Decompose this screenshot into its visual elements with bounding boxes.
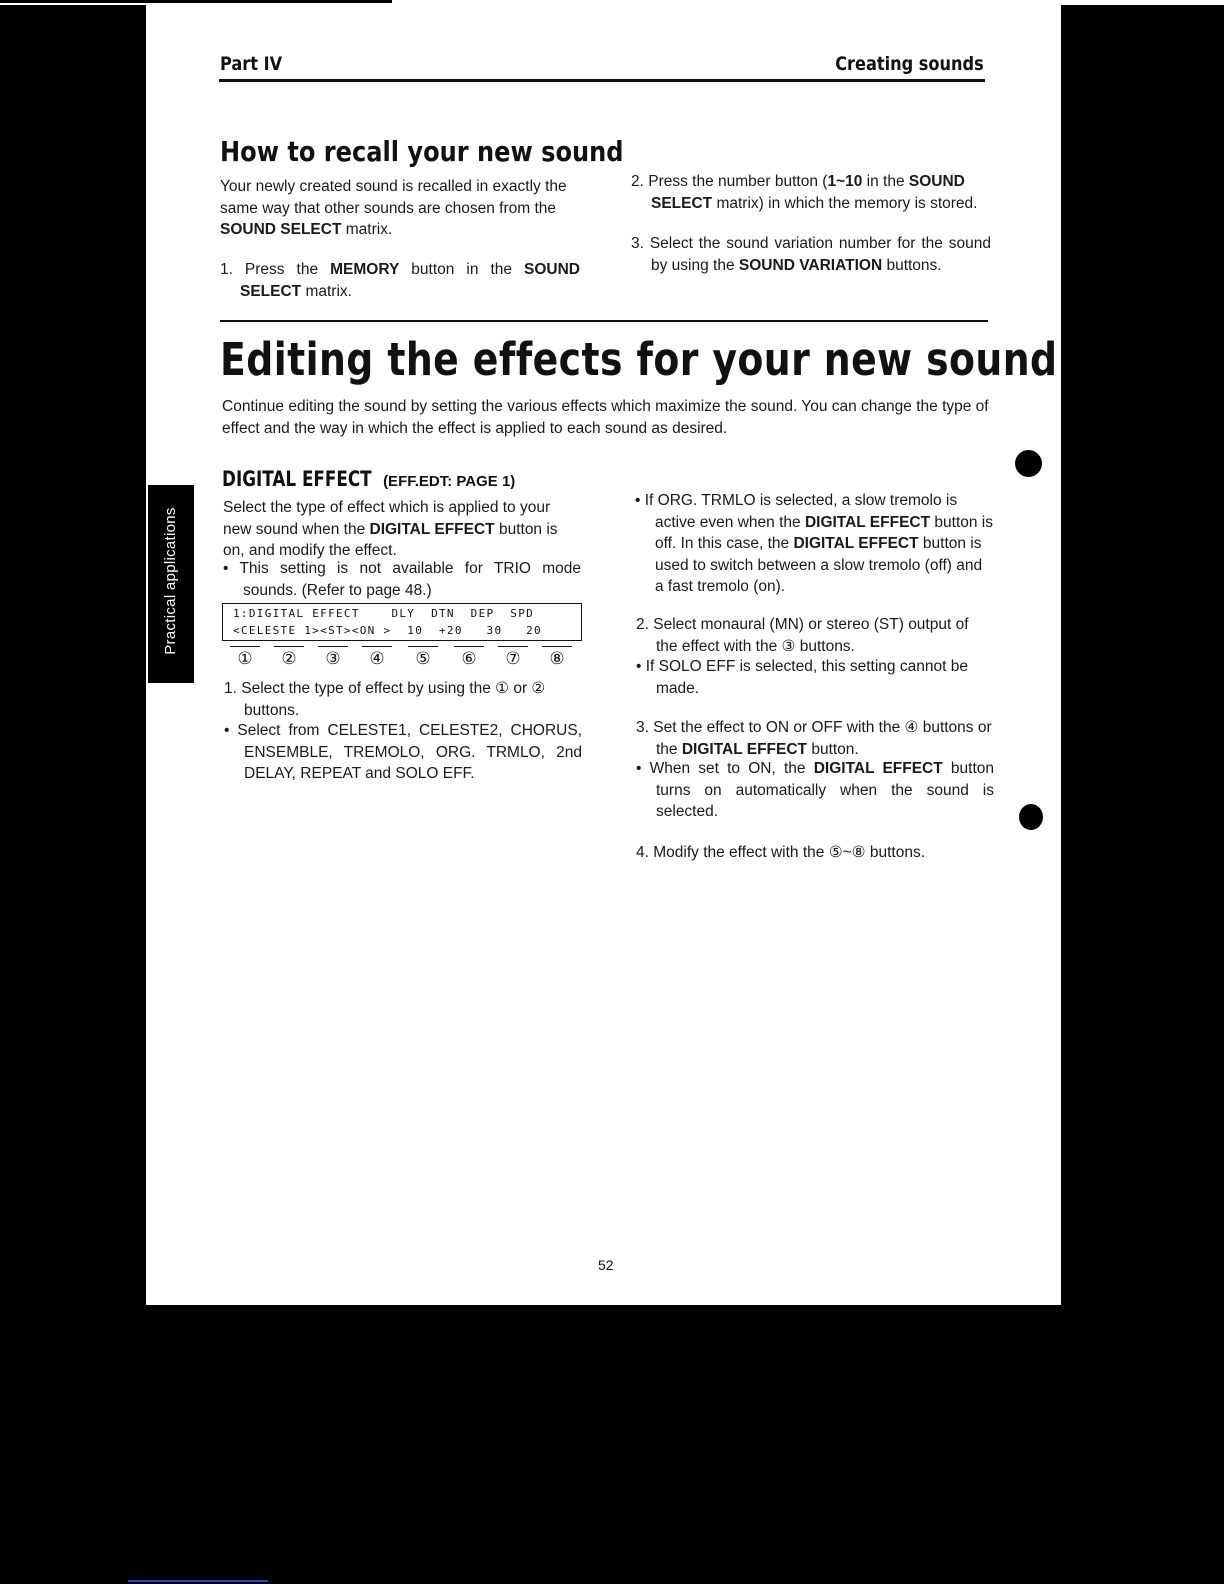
recall-step-2: 2. Press the number button (1~10 in the SOUND SELECT matrix) in which the memory is stored. — [631, 173, 978, 212]
effect-step-2: 2. Select monaural (MN) or stereo (ST) output of the effect with the ③ buttons. — [636, 616, 969, 655]
effects-heading: Editing the effects for your new sound — [220, 333, 1058, 386]
recall-step-3: 3. Select the sound variation number for the sound by using the SOUND VARIATION buttons. — [631, 235, 991, 274]
knob-7-label: ⑦ — [498, 646, 528, 670]
recall-intro: Your newly created sound is recalled in exactly the same way that other sounds are chosen from the SOUND SELECT matrix. — [220, 178, 567, 238]
page-number: 52 — [598, 1257, 614, 1273]
header-rule — [219, 79, 985, 82]
knob-2-label: ② — [274, 646, 304, 670]
bullet-solo: • If SOLO EFF is selected, this setting cannot be made. — [636, 658, 968, 697]
digital-effect-heading: DIGITAL EFFECT (EFF.EDT: PAGE 1) — [222, 467, 516, 491]
knob-6-label: ⑥ — [454, 646, 484, 670]
effect-step-4: 4. Modify the effect with the ⑤~⑧ buttons. — [636, 844, 926, 861]
registration-dot — [1019, 804, 1043, 830]
side-tab-label: Practical applications — [162, 507, 179, 655]
bullet-trio: • This setting is not available for TRIO mode sounds. (Refer to page 48.) — [223, 560, 581, 599]
knob-3-label: ③ — [318, 646, 348, 670]
knob-5-label: ⑤ — [408, 646, 438, 670]
header-section: Creating sounds — [835, 53, 984, 75]
effect-step-3: 3. Set the effect to ON or OFF with the ④ buttons or the DIGITAL EFFECT button. — [636, 719, 992, 758]
bullet-on: • When set to ON, the DIGITAL EFFECT button turns on automatically when the sound is selected. — [636, 760, 994, 820]
effects-intro: Continue editing the sound by setting the various effects which maximize the sound. You can change the type of effect and the way in which the effect is applied to each sound as desired. — [222, 398, 989, 437]
digital-effect-intro: Select the type of effect which is applied to your new sound when the DIGITAL EFFECT button is on, and modify the effect. — [223, 499, 558, 559]
bullet-org-trmlo: • If ORG. TRMLO is selected, a slow tremolo is active even when the DIGITAL EFFECT button is off. In this case, the DIGITAL EFFECT button is used to switch between a slow tremolo (off) and a fast tremolo (on). — [635, 492, 993, 595]
lcd-row-2: <CELESTE 1><ST><ON > 10 +20 30 20 — [233, 624, 542, 637]
knob-labels — [230, 646, 575, 670]
recall-step-1: 1. Press the MEMORY button in the SOUND SELECT matrix. — [220, 261, 580, 300]
header-part: Part IV — [220, 53, 283, 75]
effect-step-1: 1. Select the type of effect by using the ① or ② buttons. — [224, 680, 546, 719]
knob-1-label: ① — [230, 646, 260, 670]
lcd-row-1: 1:DIGITAL EFFECT DLY DTN DEP SPD — [233, 607, 535, 620]
knob-4-label: ④ — [362, 646, 392, 670]
registration-dot — [1015, 450, 1042, 477]
recall-heading: How to recall your new sound — [220, 135, 624, 168]
bottom-link-line — [128, 1580, 268, 1582]
lcd-display — [222, 603, 582, 641]
bullet-select: • Select from CELESTE1, CELESTE2, CHORUS, ENSEMBLE, TREMOLO, ORG. TRMLO, 2nd DELAY, REPEAT and SOLO EFF. — [224, 722, 582, 782]
knob-8-label: ⑧ — [542, 646, 572, 670]
section-rule — [220, 320, 988, 322]
